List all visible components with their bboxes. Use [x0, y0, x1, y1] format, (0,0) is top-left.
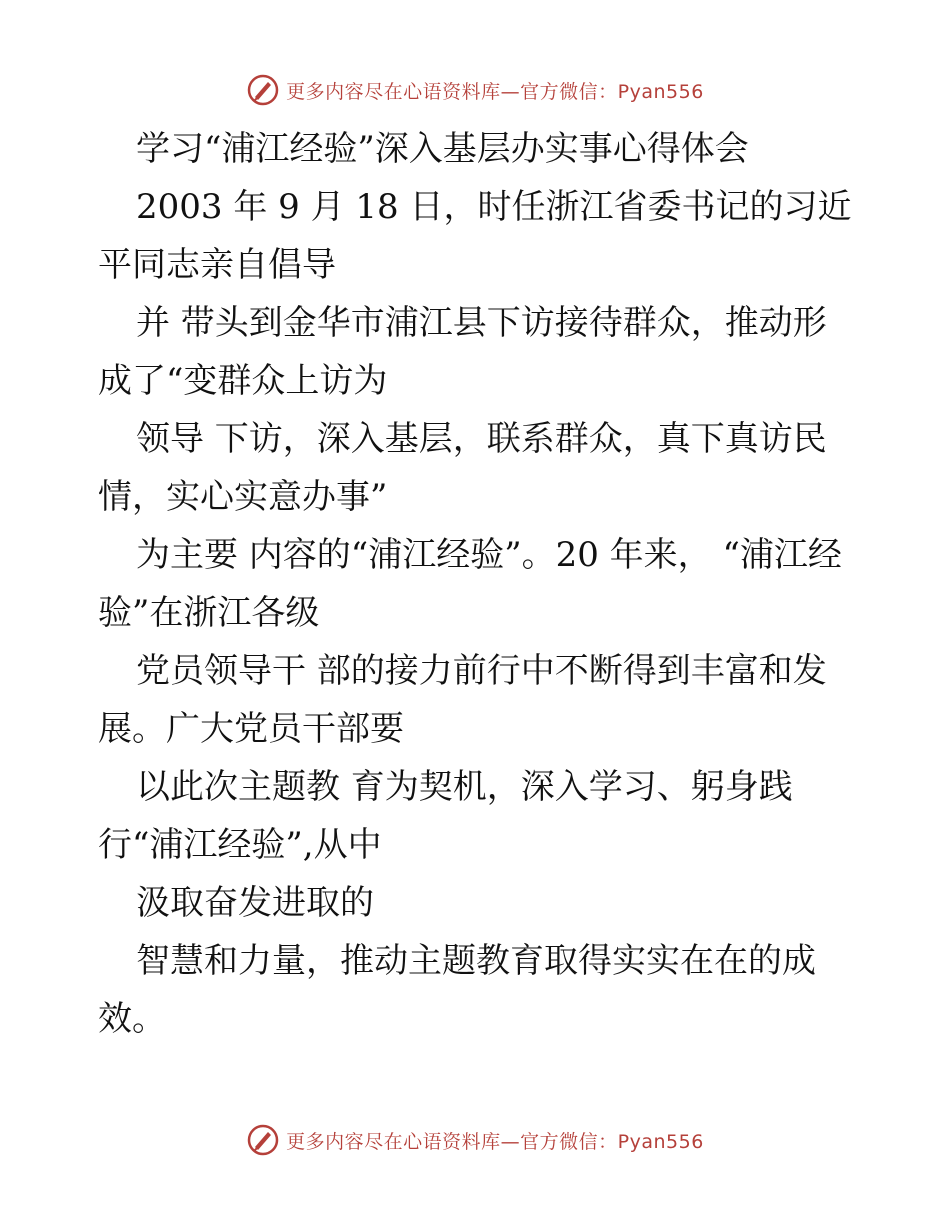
- paragraph-line: 党员领导干 部的接力前行中不断得到丰富和发展。广大党员干部要: [98, 651, 827, 749]
- paragraph-line: 2003 年 9 月 18 日，时任浙江省委书记的习近平同志亲自倡导: [98, 187, 852, 285]
- quill-logo-icon: [246, 73, 280, 107]
- paragraph-line: 汲取奋发进取的: [136, 883, 374, 923]
- paragraph-line: 为主要 内容的“浦江经验”。20 年来， “浦江经验”在浙江各级: [98, 535, 842, 633]
- banner-text: 更多内容尽在心语资料库—官方微信：Pyan556: [286, 80, 704, 103]
- footer-banner: [0, 1120, 950, 1160]
- header-banner: [0, 70, 950, 110]
- paragraph-line: 领导 下访，深入基层，联系群众，真下真访民情，实心实意办事”: [98, 419, 827, 517]
- quill-logo-icon: [246, 1123, 280, 1157]
- document-title: 学习“浦江经验”深入基层办实事心得体会: [136, 129, 749, 169]
- paragraph-line: 并 带头到金华市浦江县下访接待群众，推动形成了“变群众上访为: [98, 303, 827, 401]
- paragraph-line: 智慧和力量，推动主题教育取得实实在在的成效。: [98, 941, 816, 1039]
- document-body: [98, 120, 858, 1048]
- paragraph-line: 以此次主题教 育为契机，深入学习、躬身践行“浦江经验”,从中: [98, 767, 793, 865]
- banner-text: 更多内容尽在心语资料库—官方微信：Pyan556: [286, 1130, 704, 1153]
